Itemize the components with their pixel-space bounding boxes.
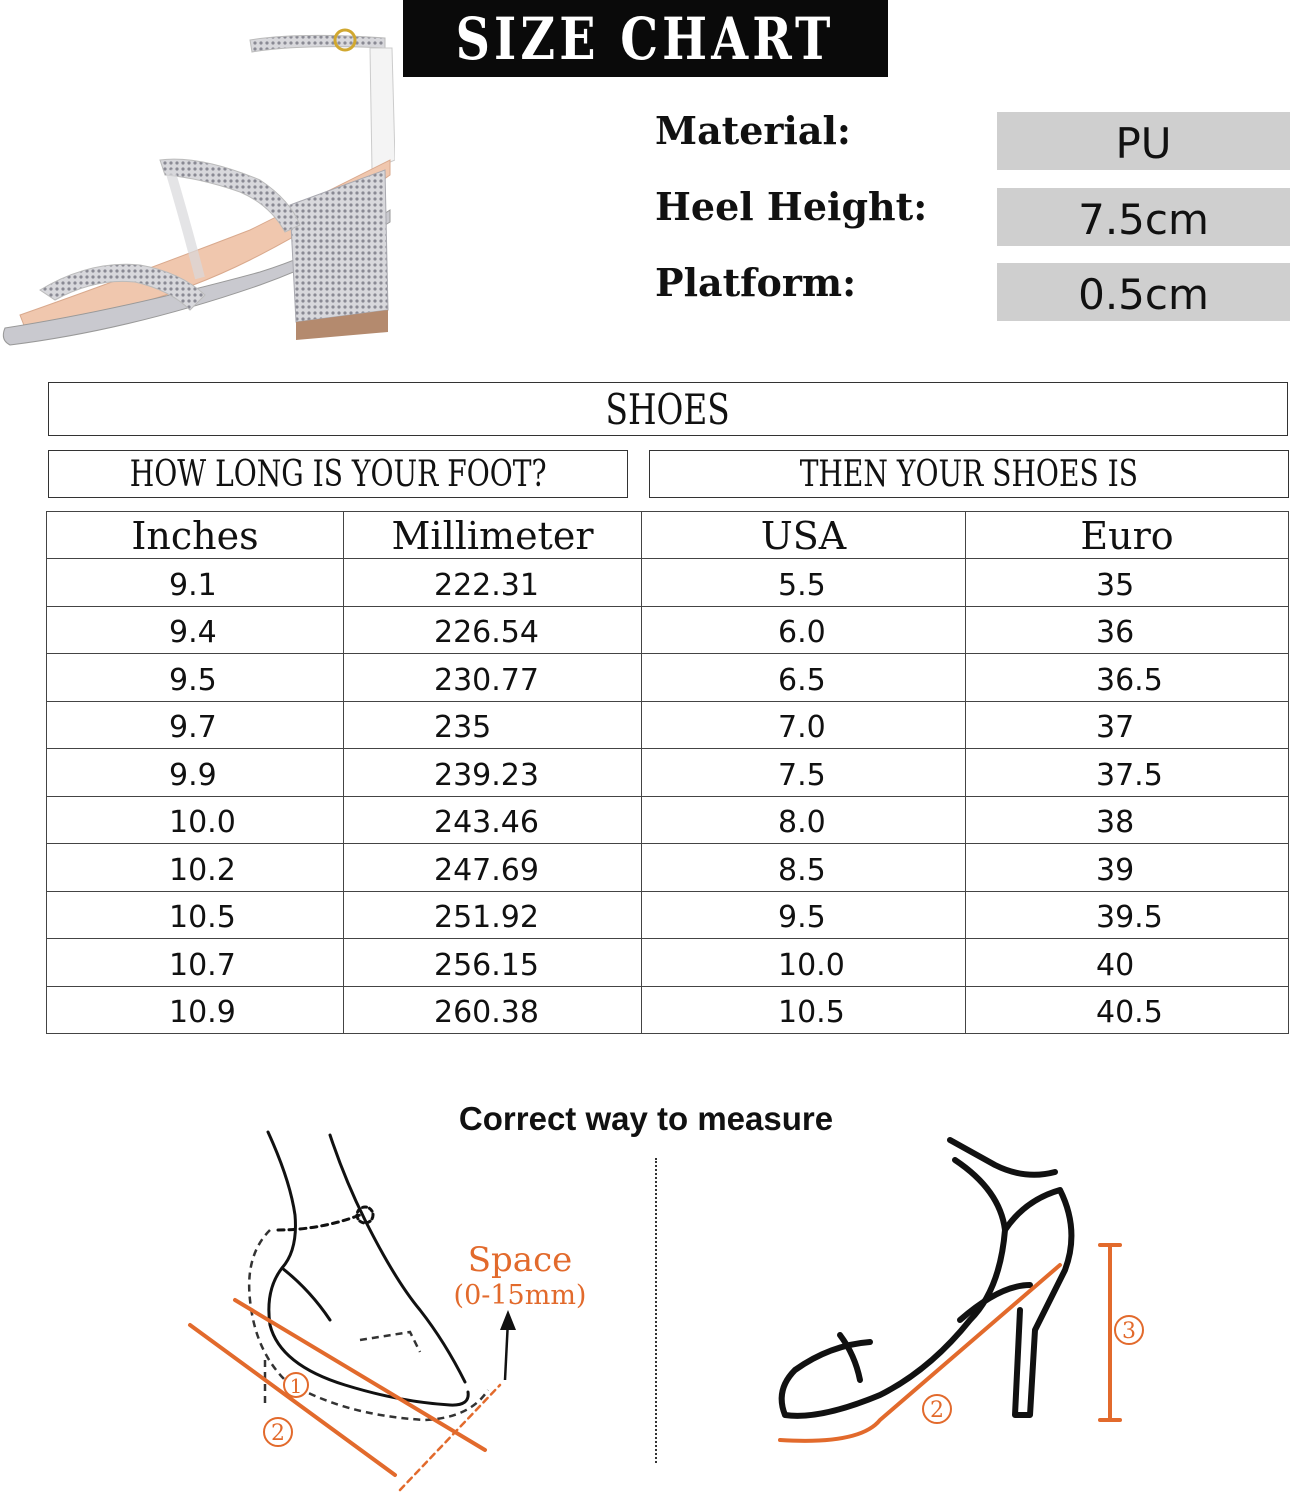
column-header-millimeter: [344, 512, 642, 559]
heel-height-label: Heel Height:: [655, 184, 928, 229]
table-cell-millimeter: 222.31: [344, 559, 642, 607]
table-cell-euro: 37: [966, 701, 1289, 749]
table-cell-euro: 39.5: [966, 891, 1289, 939]
shoe-size-group-header: [649, 450, 1289, 498]
table-cell-euro: 40: [966, 939, 1289, 987]
table-cell-millimeter: 239.23: [344, 749, 642, 797]
table-cell-millimeter: 226.54: [344, 606, 642, 654]
table-cell-usa: 8.0: [642, 796, 966, 844]
marker-2-left: 2: [271, 1421, 285, 1446]
table-cell-inches: 9.9: [47, 749, 344, 797]
table-cell-millimeter: 235: [344, 701, 642, 749]
column-header-millimeter-text: Millimeter: [391, 514, 594, 558]
table-cell-inches: 9.4: [47, 606, 344, 654]
foot-length-group-text: HOW LONG IS YOUR FOOT?: [129, 453, 547, 495]
table-cell-usa: 8.5: [642, 844, 966, 892]
arrow-up-icon: [500, 1310, 516, 1330]
measure-heading: Correct way to measure: [458, 1100, 834, 1137]
sandal-product-image: [0, 10, 395, 355]
table-cell-usa: 9.5: [642, 891, 966, 939]
table-row: [47, 891, 1289, 939]
column-header-euro-text: Euro: [1080, 514, 1174, 558]
platform-value: 0.5cm: [997, 263, 1290, 321]
table-cell-usa: 7.0: [642, 701, 966, 749]
platform-label: Platform:: [655, 260, 857, 305]
section-divider: [655, 1158, 657, 1463]
heel-height-value: 7.5cm: [997, 188, 1290, 246]
column-header-inches: [47, 512, 344, 559]
table-cell-usa: 5.5: [642, 559, 966, 607]
table-cell-inches: 10.9: [47, 986, 344, 1034]
table-cell-millimeter: 247.69: [344, 844, 642, 892]
column-header-euro: [966, 512, 1289, 559]
heel-measure-diagram: [760, 1120, 1160, 1470]
table-cell-inches: 9.7: [47, 701, 344, 749]
table-cell-millimeter: 230.77: [344, 654, 642, 702]
table-cell-millimeter: 251.92: [344, 891, 642, 939]
table-row: [47, 844, 1289, 892]
material-label: Material:: [655, 108, 851, 153]
column-header-inches-text: Inches: [131, 514, 259, 558]
table-cell-usa: 6.5: [642, 654, 966, 702]
table-cell-inches: 10.7: [47, 939, 344, 987]
table-cell-euro: 37.5: [966, 749, 1289, 797]
table-cell-inches: 10.0: [47, 796, 344, 844]
marker-3: 3: [1122, 1319, 1136, 1344]
shoes-section-title-text: SHOES: [605, 384, 731, 434]
column-header-usa-text: USA: [760, 514, 847, 558]
table-cell-usa: 7.5: [642, 749, 966, 797]
space-label: Space: [467, 1240, 573, 1280]
table-row: [47, 986, 1289, 1034]
table-row: [47, 606, 1289, 654]
table-row: [47, 796, 1289, 844]
table-cell-euro: 38: [966, 796, 1289, 844]
table-cell-inches: 9.1: [47, 559, 344, 607]
material-value: PU: [997, 112, 1290, 170]
table-cell-euro: 36.5: [966, 654, 1289, 702]
column-header-usa: [642, 512, 966, 559]
table-cell-inches: 10.5: [47, 891, 344, 939]
table-cell-euro: 36: [966, 606, 1289, 654]
table-cell-euro: 39: [966, 844, 1289, 892]
table-row: [47, 559, 1289, 607]
marker-1: 1: [289, 1374, 303, 1398]
table-cell-usa: 6.0: [642, 606, 966, 654]
table-cell-euro: 35: [966, 559, 1289, 607]
table-cell-usa: 10.5: [642, 986, 966, 1034]
marker-2-right: 2: [930, 1398, 944, 1423]
table-cell-inches: 9.5: [47, 654, 344, 702]
table-cell-millimeter: 256.15: [344, 939, 642, 987]
table-cell-usa: 10.0: [642, 939, 966, 987]
space-range-label: (0-15mm): [453, 1280, 587, 1311]
table-cell-inches: 10.2: [47, 844, 344, 892]
table-row: [47, 749, 1289, 797]
table-cell-millimeter: 260.38: [344, 986, 642, 1034]
size-table: [46, 511, 1289, 1034]
table-row: [47, 654, 1289, 702]
table-row: [47, 701, 1289, 749]
table-cell-millimeter: 243.46: [344, 796, 642, 844]
shoes-section-title: [48, 382, 1288, 436]
size-chart-title: [403, 0, 888, 77]
size-table-header-row: [47, 512, 1289, 559]
foot-length-group-header: [48, 450, 628, 498]
shoe-size-group-text: THEN YOUR SHOES IS: [799, 453, 1139, 495]
table-row: [47, 939, 1289, 987]
table-cell-euro: 40.5: [966, 986, 1289, 1034]
size-chart-title-text: SIZE CHART: [456, 4, 835, 73]
